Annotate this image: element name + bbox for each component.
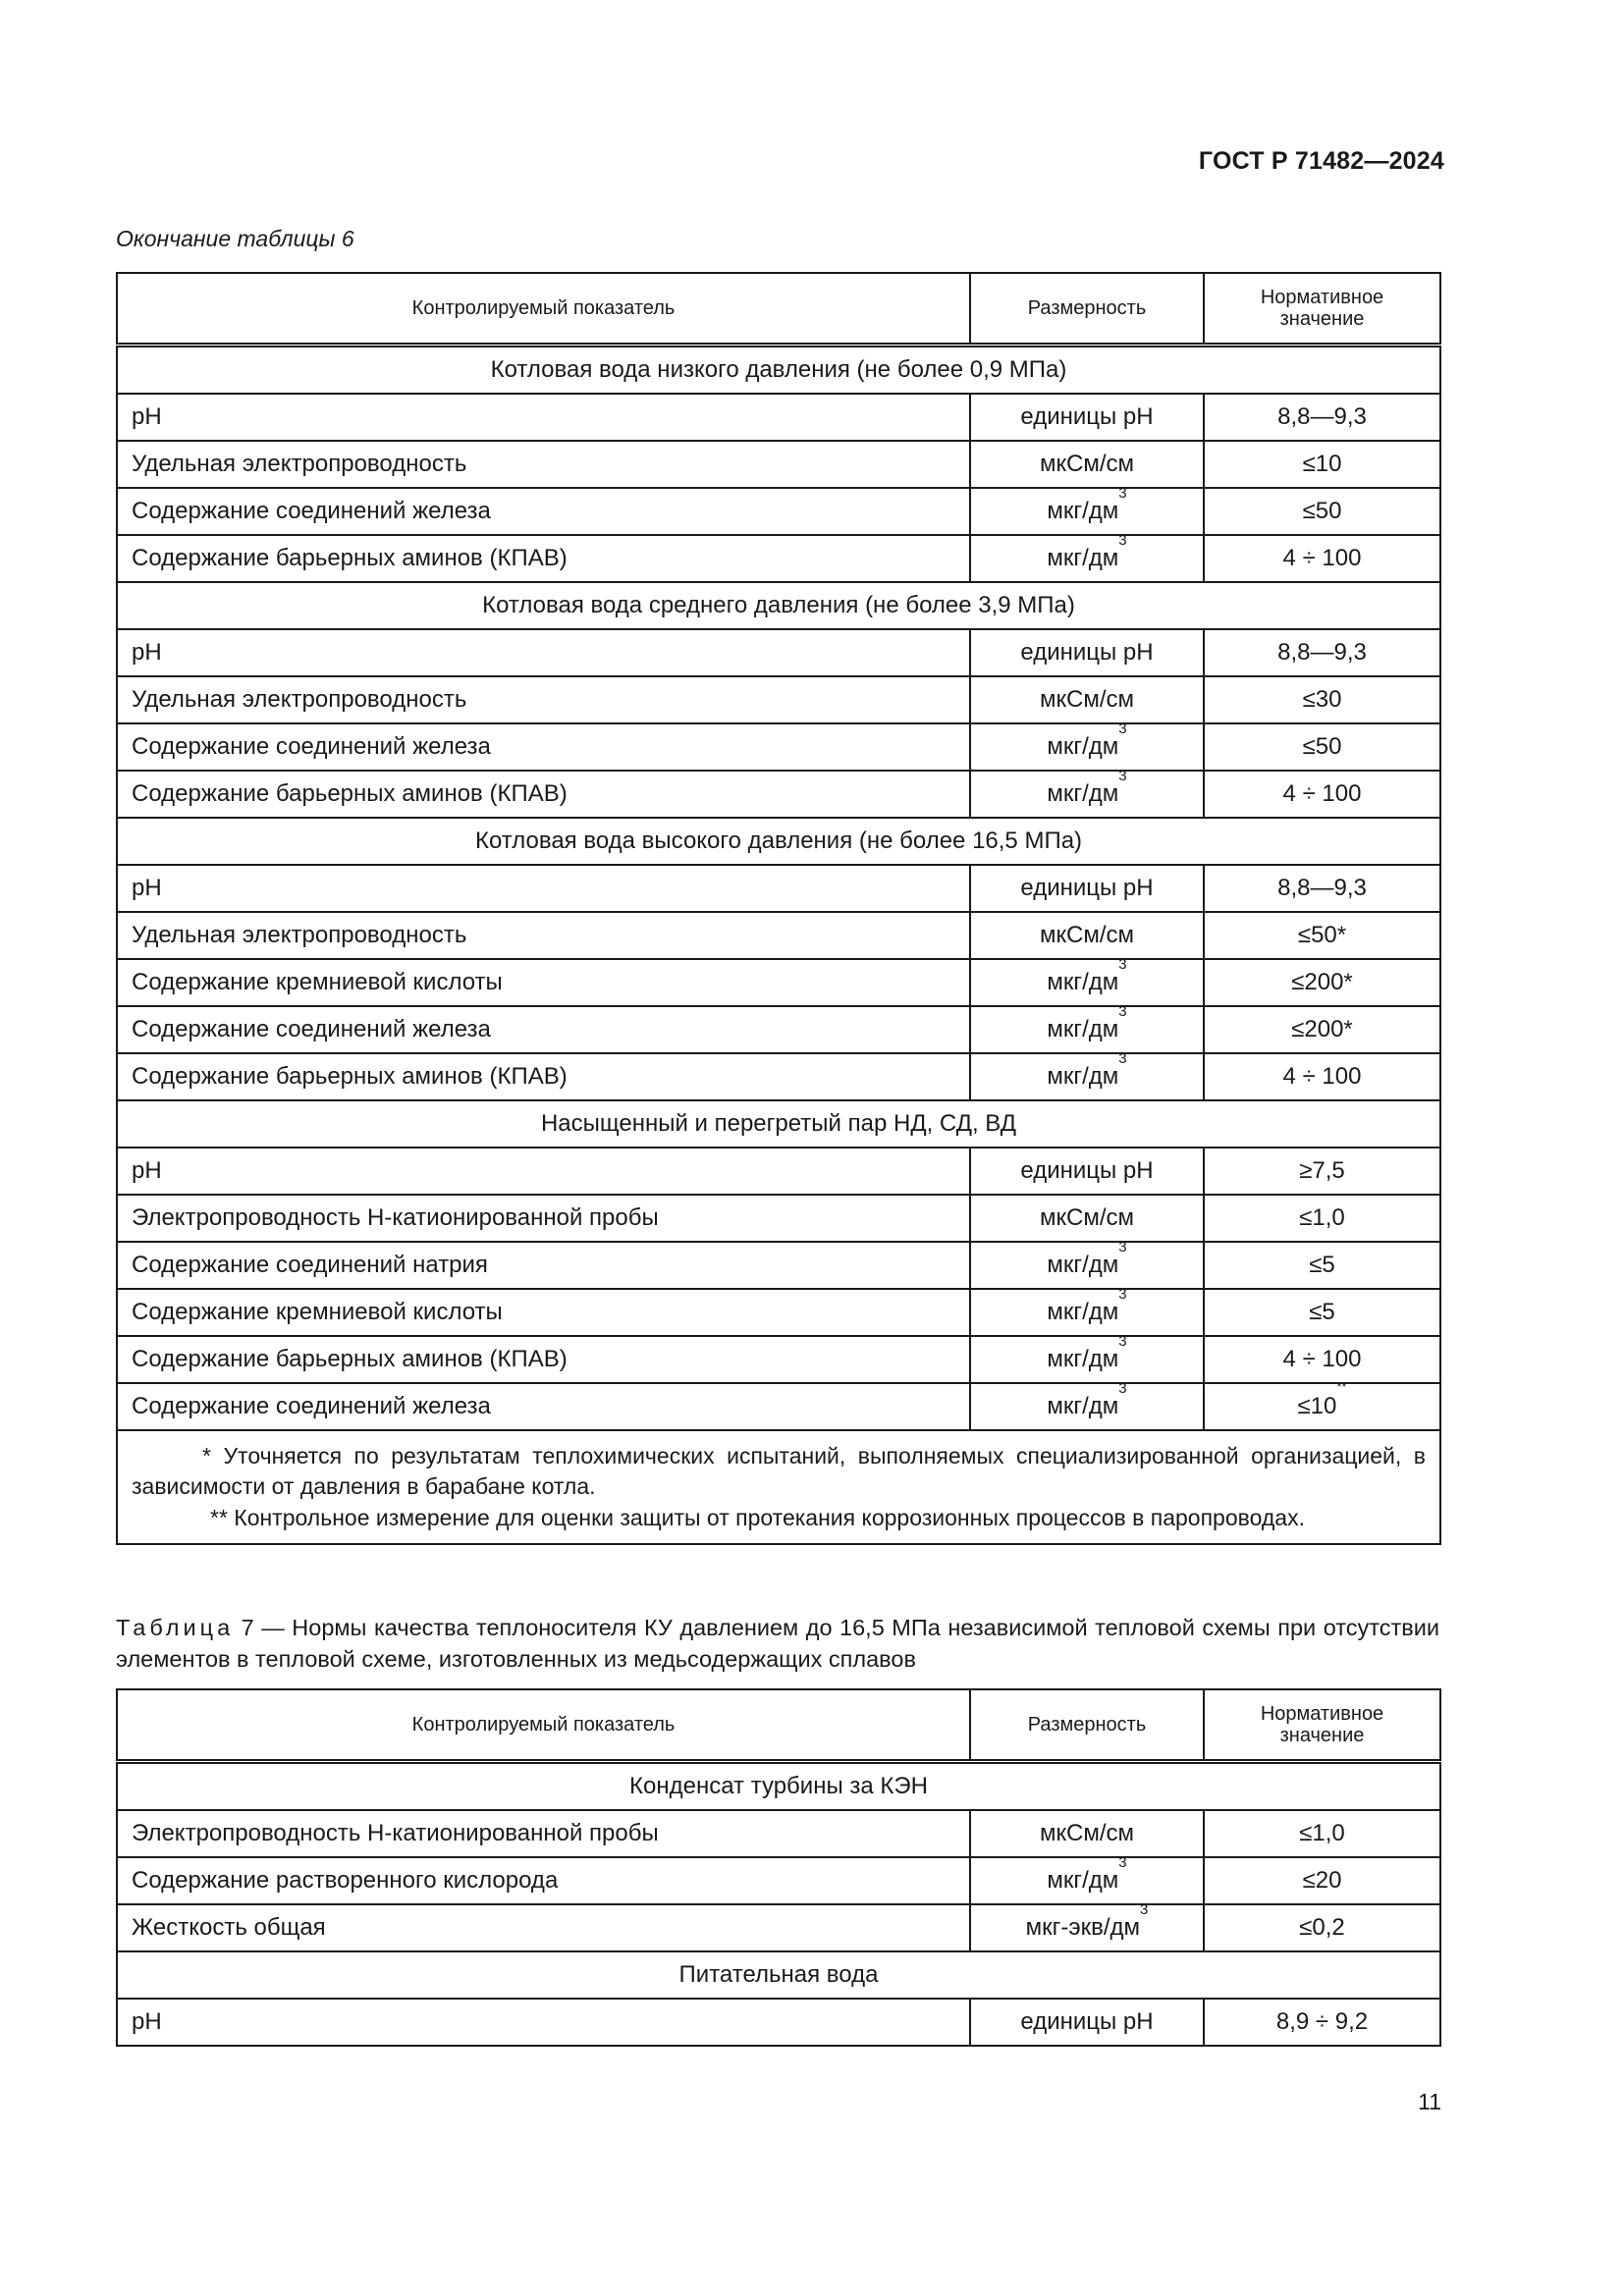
unit-cell: единицы pH [970, 629, 1204, 676]
param-cell: Удельная электропроводность [117, 912, 970, 959]
table-header-row [117, 273, 1440, 346]
footnote-1: * Уточняется по результатам теплохимических испытаний, выполняемых специализированной организацией, в зависимости от давления в барабане котла. [132, 1443, 1426, 1500]
footnote-2: ** Контрольное измерение для оценки защиты от протекания коррозионных процессов в паропроводах. [210, 1504, 1305, 1530]
standard-number: ГОСТ Р 71482—2024 [1198, 147, 1444, 175]
section-row [117, 818, 1440, 865]
table-row [117, 535, 1440, 582]
table-row [117, 1999, 1440, 2046]
param-cell: pH [117, 629, 970, 676]
unit-cell: мкг/$дм^3$ [970, 959, 1204, 1006]
param-cell: Электропроводность Н-катионированной пробы [117, 1810, 970, 1857]
table-row [117, 723, 1440, 771]
unit-cell: мкг/$дм^3$ [970, 1289, 1204, 1336]
param-cell: pH [117, 394, 970, 441]
param-cell: Содержание соединений железа [117, 1006, 970, 1053]
param-cell: Удельная электропроводность [117, 441, 970, 488]
section-row [117, 1762, 1440, 1811]
table-row [117, 912, 1440, 959]
footnotes-row [117, 1430, 1440, 1544]
value-cell: 8,9 ÷ 9,2 [1204, 1999, 1440, 2046]
unit-cell: мкСм/см [970, 1810, 1204, 1857]
param-cell: Содержание барьерных аминов (КПАВ) [117, 1336, 970, 1383]
value-cell: ≤5 [1204, 1242, 1440, 1289]
table-caption-text: 7 — Нормы качества теплоносителя КУ давлением до 16,5 МПа независимой тепловой схемы при отсутствии элементов в тепловой схеме, изготовленных из медьсодержащих сплавов [116, 1615, 1439, 1673]
footnotes-cell [117, 1430, 1440, 1544]
value-cell: ≤1,0 [1204, 1195, 1440, 1242]
param-cell: Содержание соединений железа [117, 1383, 970, 1430]
table-6 [116, 272, 1441, 1545]
value-cell: ≤10 [1204, 441, 1440, 488]
table-row [117, 394, 1440, 441]
column-header-unit: Размерность [970, 1689, 1204, 1762]
table-row [117, 1904, 1440, 1951]
unit-cell: единицы pH [970, 394, 1204, 441]
table-row [117, 1053, 1440, 1100]
unit-cell: мкг/$дм^3$ [970, 1857, 1204, 1904]
value-cell: ≤200* [1204, 1006, 1440, 1053]
unit-cell: мкг/$дм^3$ [970, 723, 1204, 771]
unit-cell: мкСм/см [970, 912, 1204, 959]
table-row [117, 771, 1440, 818]
section-title: Котловая вода среднего давления (не более 3,9 МПа) [117, 582, 1440, 629]
section-row [117, 1100, 1440, 1148]
value-cell: 4 ÷ 100 [1204, 1336, 1440, 1383]
section-row [117, 1951, 1440, 1999]
table-row [117, 488, 1440, 535]
param-cell: pH [117, 1148, 970, 1195]
value-cell: 8,8—9,3 [1204, 629, 1440, 676]
param-cell: pH [117, 1999, 970, 2046]
value-cell: ≤0,2 [1204, 1904, 1440, 1951]
column-header-parameter: Контролируемый показатель [117, 273, 970, 346]
param-cell: Содержание барьерных аминов (КПАВ) [117, 771, 970, 818]
table-row [117, 865, 1440, 912]
unit-cell: мкг/$дм^3$ [970, 771, 1204, 818]
value-cell: 8,8—9,3 [1204, 865, 1440, 912]
unit-cell: мкг/$дм^3$ [970, 1242, 1204, 1289]
table-7-caption [116, 1612, 1439, 1675]
section-title: Насыщенный и перегретый пар НД, СД, ВД [117, 1100, 1440, 1148]
table-row [117, 1148, 1440, 1195]
unit-cell: мкг/$дм^3$ [970, 535, 1204, 582]
param-cell: pH [117, 865, 970, 912]
table-row [117, 1006, 1440, 1053]
value-cell: 4 ÷ 100 [1204, 1053, 1440, 1100]
value-cell: 4 ÷ 100 [1204, 535, 1440, 582]
param-cell: Содержание соединений натрия [117, 1242, 970, 1289]
table-row [117, 676, 1440, 723]
unit-cell: мкСм/см [970, 1195, 1204, 1242]
section-title: Котловая вода высокого давления (не более 16,5 МПа) [117, 818, 1440, 865]
param-cell: Удельная электропроводность [117, 676, 970, 723]
value-cell: ≤1,0 [1204, 1810, 1440, 1857]
column-header-unit: Размерность [970, 273, 1204, 346]
table-row [117, 1242, 1440, 1289]
param-cell: Содержание соединений железа [117, 723, 970, 771]
value-cell: ≤200* [1204, 959, 1440, 1006]
value-cell: ≥7,5 [1204, 1148, 1440, 1195]
value-cell: ≤50* [1204, 912, 1440, 959]
table-row [117, 441, 1440, 488]
unit-cell: мкг/$дм^3$ [970, 1053, 1204, 1100]
value-cell: ≤10** [1204, 1383, 1440, 1430]
table-row [117, 1383, 1440, 1430]
param-cell: Содержание барьерных аминов (КПАВ) [117, 1053, 970, 1100]
value-cell: ≤30 [1204, 676, 1440, 723]
table-row [117, 1857, 1440, 1904]
param-cell: Электропроводность Н-катионированной пробы [117, 1195, 970, 1242]
table-row [117, 1336, 1440, 1383]
table-7 [116, 1688, 1441, 2047]
table-row [117, 629, 1440, 676]
value-cell: ≤50 [1204, 488, 1440, 535]
table-row [117, 1289, 1440, 1336]
unit-cell: мкг/$дм^3$ [970, 1383, 1204, 1430]
param-cell: Содержание кремниевой кислоты [117, 1289, 970, 1336]
unit-cell: мкСм/см [970, 441, 1204, 488]
section-title: Конденсат турбины за КЭН [117, 1762, 1440, 1811]
section-row [117, 582, 1440, 629]
unit-cell: единицы pH [970, 1148, 1204, 1195]
table-row [117, 1195, 1440, 1242]
section-row [117, 346, 1440, 395]
param-cell: Жесткость общая [117, 1904, 970, 1951]
unit-cell: мкг/$дм^3$ [970, 488, 1204, 535]
unit-cell: мкСм/см [970, 676, 1204, 723]
value-cell: ≤20 [1204, 1857, 1440, 1904]
section-title: Котловая вода низкого давления (не более 0,9 МПа) [117, 346, 1440, 395]
param-cell: Содержание соединений железа [117, 488, 970, 535]
page-number: 11 [1418, 2089, 1441, 2114]
unit-cell: мкг-$экв/дм^3$ [970, 1904, 1204, 1951]
column-header-norm: Нормативное значение [1204, 1689, 1440, 1762]
unit-cell: единицы pH [970, 865, 1204, 912]
table-caption-label: Таблица [116, 1615, 235, 1640]
column-header-norm: Нормативное значение [1204, 273, 1440, 346]
value-cell: 8,8—9,3 [1204, 394, 1440, 441]
section-title: Питательная вода [117, 1951, 1440, 1999]
table-header-row [117, 1689, 1440, 1762]
param-cell: Содержание барьерных аминов (КПАВ) [117, 535, 970, 582]
table-continuation-label: Окончание таблицы 6 [116, 226, 354, 251]
table-row [117, 959, 1440, 1006]
table-row [117, 1810, 1440, 1857]
value-cell: ≤50 [1204, 723, 1440, 771]
param-cell: Содержание растворенного кислорода [117, 1857, 970, 1904]
value-cell: 4 ÷ 100 [1204, 771, 1440, 818]
unit-cell: мкг/$дм^3$ [970, 1336, 1204, 1383]
unit-cell: мкг/$дм^3$ [970, 1006, 1204, 1053]
unit-cell: единицы pH [970, 1999, 1204, 2046]
column-header-parameter: Контролируемый показатель [117, 1689, 970, 1762]
param-cell: Содержание кремниевой кислоты [117, 959, 970, 1006]
value-cell: ≤5 [1204, 1289, 1440, 1336]
